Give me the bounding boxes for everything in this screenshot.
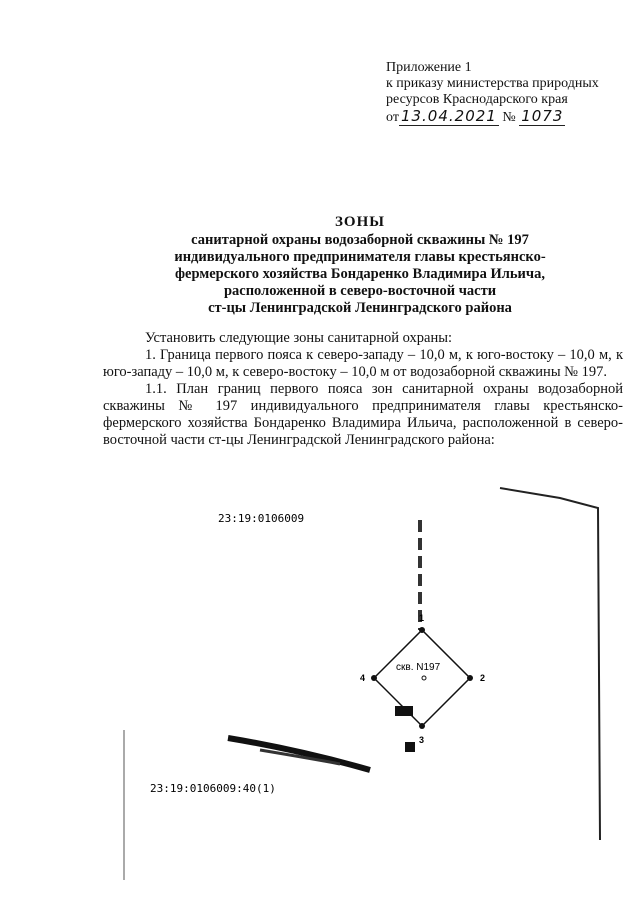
appendix-ministry-line: ресурсов Краснодарского края (386, 92, 568, 107)
appendix-header (386, 60, 626, 126)
document-title (100, 214, 620, 317)
body-intro: Установить следующие зоны санитарной охраны: (145, 330, 452, 346)
parcel-number-top: 23:19:0106009 (218, 512, 305, 525)
appendix-title: Приложение 1 (386, 60, 472, 75)
title-line-2: индивидуального предпринимателя главы крестьянско- (174, 249, 546, 265)
appendix-order-line: к приказу министерства природных (386, 76, 599, 91)
title-line-3: фермерского хозяйства Бондаренко Владимира Ильича, (175, 266, 545, 282)
body-item-1: 1. Граница первого пояса к северо-западу – 10,0 м, к юго-востоку – 10,0 м, к юго-западу – 10,0 м, к северо-востоку – 10,0 м от водозаборной скважины № 197. (103, 347, 623, 380)
point-2 (467, 675, 473, 681)
point-4 (371, 675, 377, 681)
handwritten-number: 1073 (521, 107, 564, 125)
body-item-1-1: 1.1. План границ первого пояса зон санитарной охраны водозаборной скважины № 197 индивидуального предпринимателя главы крестьянско-фермерского хозяйства Бондаренко Владимира Ильича, расположенной в северо-восточной части ст-цы Ленинградской Ленинградского района: (103, 381, 623, 448)
title-line-1: санитарной охраны водозаборной скважины № 197 (191, 232, 529, 248)
appendix-number-prefix: № (502, 110, 516, 125)
parcel-boundary-line (500, 488, 600, 840)
well-label: скв. N197 (396, 662, 441, 673)
sanitary-zone-plan (0, 480, 640, 880)
scan-smudge (228, 738, 370, 770)
point-label-2: 2 (480, 673, 486, 683)
point-label-3: 3 (419, 735, 425, 745)
document-body (103, 330, 623, 449)
appendix-date-line (386, 108, 626, 126)
point-label-1: 1 (419, 613, 425, 623)
point-label-4: 4 (360, 673, 366, 683)
title-line-4: расположенной в северо-восточной части (223, 283, 497, 299)
handwritten-date: 13.04.2021 (400, 107, 497, 125)
title-line-5: ст-цы Ленинградской Ленинградского района (208, 300, 512, 316)
appendix-from-prefix: от (386, 110, 399, 125)
title-main: ЗОНЫ (335, 214, 385, 230)
point-3 (419, 723, 425, 729)
point-1 (419, 627, 425, 633)
dark-mark-2 (405, 742, 415, 752)
well-marker (422, 676, 426, 680)
parcel-number-bottom: 23:19:0106009:40(1) (150, 782, 276, 795)
